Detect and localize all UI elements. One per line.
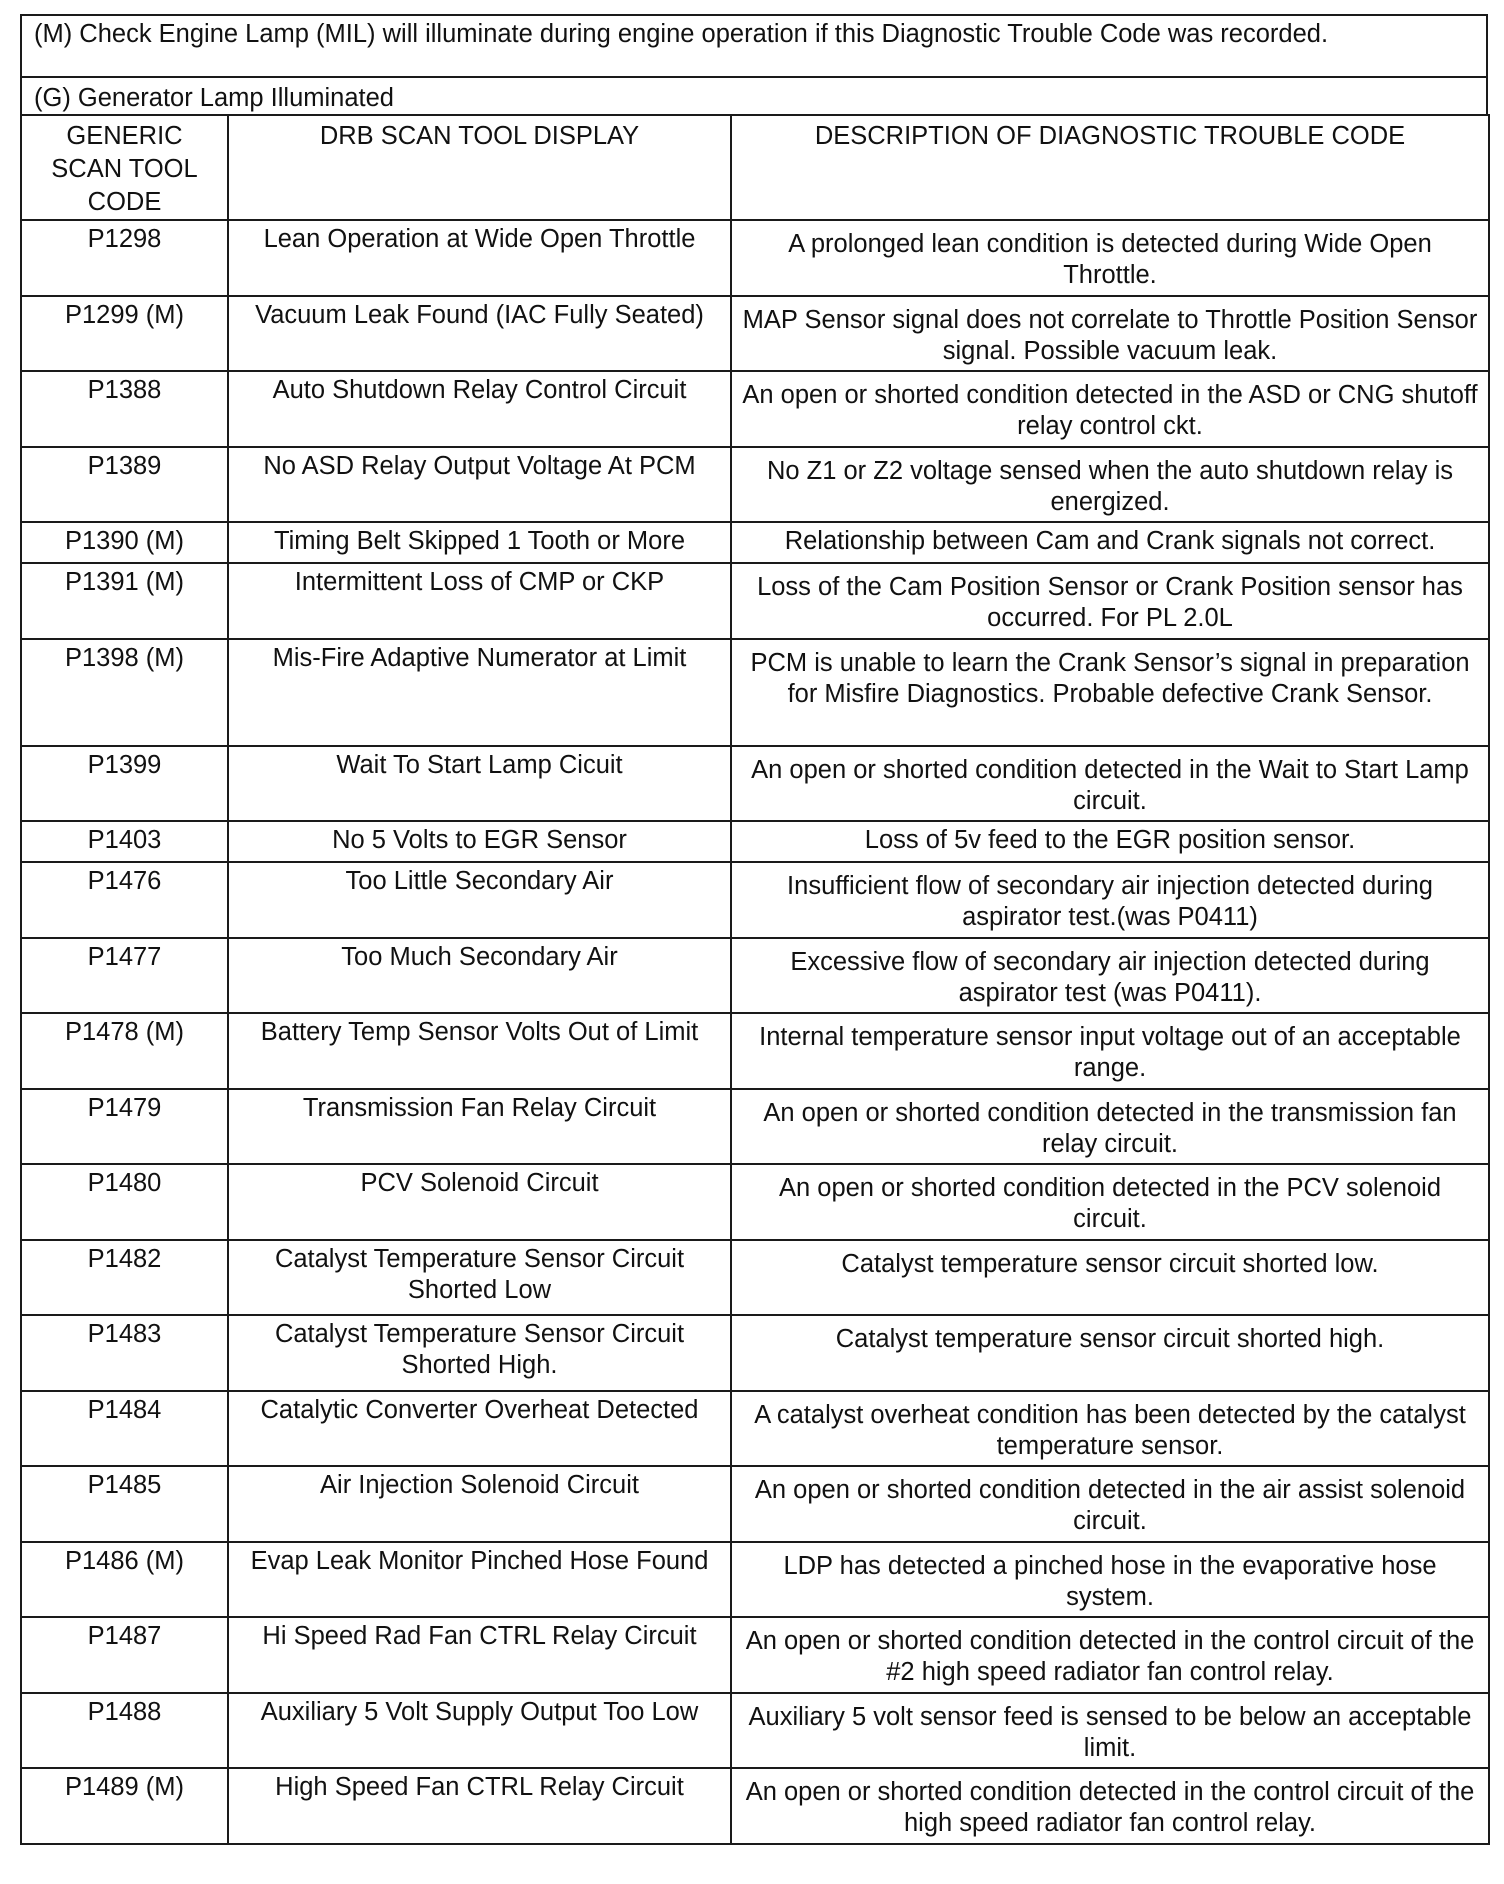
- table-row: [21, 938, 1489, 1014]
- display-cell: High Speed Fan CTRL Relay Circuit: [228, 1768, 731, 1844]
- description-cell: Loss of the Cam Position Sensor or Crank Position sensor has occurred. For PL 2.0L: [731, 563, 1489, 639]
- table-row: [21, 522, 1489, 563]
- dtc-table: [20, 114, 1490, 1845]
- display-cell: Hi Speed Rad Fan CTRL Relay Circuit: [228, 1617, 731, 1693]
- display-cell: Too Little Secondary Air: [228, 862, 731, 938]
- display-cell: Catalyst Temperature Sensor Circuit Shorted High.: [228, 1315, 731, 1391]
- header-row: [21, 115, 1489, 220]
- table-row: [21, 1391, 1489, 1467]
- description-cell: A catalyst overheat condition has been detected by the catalyst temperature sensor.: [731, 1391, 1489, 1467]
- description-cell: A prolonged lean condition is detected during Wide Open Throttle.: [731, 220, 1489, 296]
- code-cell: P1478 (M): [21, 1013, 228, 1089]
- display-cell: No ASD Relay Output Voltage At PCM: [228, 447, 731, 523]
- header-code: GENERIC SCAN TOOL CODE: [21, 115, 228, 220]
- code-cell: P1298: [21, 220, 228, 296]
- description-cell: An open or shorted condition detected in the transmission fan relay circuit.: [731, 1089, 1489, 1165]
- display-cell: Catalytic Converter Overheat Detected: [228, 1391, 731, 1467]
- display-cell: Wait To Start Lamp Cicuit: [228, 746, 731, 822]
- description-cell: Loss of 5v feed to the EGR position sensor.: [731, 821, 1489, 862]
- table-row: [21, 1617, 1489, 1693]
- description-cell: An open or shorted condition detected in the control circuit of the #2 high speed radiator fan control relay.: [731, 1617, 1489, 1693]
- table-row: [21, 1768, 1489, 1844]
- table-row: [21, 1164, 1489, 1240]
- code-cell: P1477: [21, 938, 228, 1014]
- code-cell: P1476: [21, 862, 228, 938]
- generator-note: (G) Generator Lamp Illuminated: [20, 76, 1488, 114]
- code-cell: P1487: [21, 1617, 228, 1693]
- display-cell: Mis-Fire Adaptive Numerator at Limit: [228, 639, 731, 746]
- code-cell: P1388: [21, 371, 228, 447]
- code-cell: P1488: [21, 1693, 228, 1769]
- display-cell: Auxiliary 5 Volt Supply Output Too Low: [228, 1693, 731, 1769]
- table-row: [21, 1089, 1489, 1165]
- table-row: [21, 639, 1489, 746]
- description-cell: An open or shorted condition detected in the PCV solenoid circuit.: [731, 1164, 1489, 1240]
- description-cell: Catalyst temperature sensor circuit shorted low.: [731, 1240, 1489, 1316]
- description-cell: An open or shorted condition detected in the control circuit of the high speed radiator fan control relay.: [731, 1768, 1489, 1844]
- code-cell: P1480: [21, 1164, 228, 1240]
- display-cell: Auto Shutdown Relay Control Circuit: [228, 371, 731, 447]
- table-row: [21, 296, 1489, 372]
- description-cell: LDP has detected a pinched hose in the evaporative hose system.: [731, 1542, 1489, 1618]
- description-cell: An open or shorted condition detected in the air assist solenoid circuit.: [731, 1466, 1489, 1542]
- mil-note: (M) Check Engine Lamp (MIL) will illuminate during engine operation if this Diagnostic Trouble Code was recorded.: [20, 14, 1488, 76]
- display-cell: Lean Operation at Wide Open Throttle: [228, 220, 731, 296]
- display-cell: Transmission Fan Relay Circuit: [228, 1089, 731, 1165]
- table-row: [21, 1693, 1489, 1769]
- description-cell: Excessive flow of secondary air injection detected during aspirator test (was P0411).: [731, 938, 1489, 1014]
- description-cell: PCM is unable to learn the Crank Sensor’s signal in preparation for Misfire Diagnostics. Probable defective Crank Sensor.: [731, 639, 1489, 746]
- display-cell: Vacuum Leak Found (IAC Fully Seated): [228, 296, 731, 372]
- code-cell: P1391 (M): [21, 563, 228, 639]
- table-row: [21, 821, 1489, 862]
- table-row: [21, 1466, 1489, 1542]
- description-cell: Auxiliary 5 volt sensor feed is sensed to be below an acceptable limit.: [731, 1693, 1489, 1769]
- code-cell: P1482: [21, 1240, 228, 1316]
- code-cell: P1403: [21, 821, 228, 862]
- code-cell: P1483: [21, 1315, 228, 1391]
- description-cell: Insufficient flow of secondary air injection detected during aspirator test.(was P0411): [731, 862, 1489, 938]
- display-cell: Catalyst Temperature Sensor Circuit Shorted Low: [228, 1240, 731, 1316]
- table-row: [21, 563, 1489, 639]
- description-cell: MAP Sensor signal does not correlate to Throttle Position Sensor signal. Possible vacuum leak.: [731, 296, 1489, 372]
- code-cell: P1489 (M): [21, 1768, 228, 1844]
- header-display: DRB SCAN TOOL DISPLAY: [228, 115, 731, 220]
- table-row: [21, 746, 1489, 822]
- header-description: DESCRIPTION OF DIAGNOSTIC TROUBLE CODE: [731, 115, 1489, 220]
- code-cell: P1479: [21, 1089, 228, 1165]
- table-row: [21, 1013, 1489, 1089]
- display-cell: Battery Temp Sensor Volts Out of Limit: [228, 1013, 731, 1089]
- code-cell: P1299 (M): [21, 296, 228, 372]
- description-cell: Relationship between Cam and Crank signals not correct.: [731, 522, 1489, 563]
- description-cell: An open or shorted condition detected in the ASD or CNG shutoff relay control ckt.: [731, 371, 1489, 447]
- code-cell: P1486 (M): [21, 1542, 228, 1618]
- display-cell: Evap Leak Monitor Pinched Hose Found: [228, 1542, 731, 1618]
- display-cell: Intermittent Loss of CMP or CKP: [228, 563, 731, 639]
- description-cell: An open or shorted condition detected in the Wait to Start Lamp circuit.: [731, 746, 1489, 822]
- table-row: [21, 1240, 1489, 1316]
- table-row: [21, 447, 1489, 523]
- display-cell: No 5 Volts to EGR Sensor: [228, 821, 731, 862]
- description-cell: No Z1 or Z2 voltage sensed when the auto shutdown relay is energized.: [731, 447, 1489, 523]
- display-cell: PCV Solenoid Circuit: [228, 1164, 731, 1240]
- description-cell: Internal temperature sensor input voltage out of an acceptable range.: [731, 1013, 1489, 1089]
- description-cell: Catalyst temperature sensor circuit shorted high.: [731, 1315, 1489, 1391]
- display-cell: Too Much Secondary Air: [228, 938, 731, 1014]
- code-cell: P1390 (M): [21, 522, 228, 563]
- code-cell: P1389: [21, 447, 228, 523]
- table-row: [21, 1542, 1489, 1618]
- table-row: [21, 371, 1489, 447]
- code-cell: P1484: [21, 1391, 228, 1467]
- display-cell: Air Injection Solenoid Circuit: [228, 1466, 731, 1542]
- table-row: [21, 220, 1489, 296]
- table-row: [21, 1315, 1489, 1391]
- code-cell: P1398 (M): [21, 639, 228, 746]
- code-cell: P1399: [21, 746, 228, 822]
- code-cell: P1485: [21, 1466, 228, 1542]
- dtc-document: [20, 14, 1488, 1845]
- display-cell: Timing Belt Skipped 1 Tooth or More: [228, 522, 731, 563]
- table-row: [21, 862, 1489, 938]
